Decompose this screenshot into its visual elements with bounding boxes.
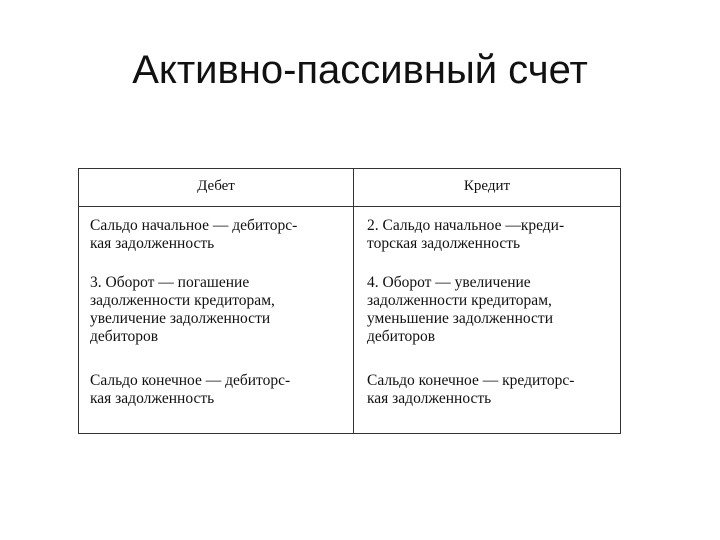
debit-header: Дебет — [197, 178, 235, 194]
credit-header: Кредит — [463, 178, 511, 194]
text-line: 2. Сальдо начальное —креди- — [367, 217, 565, 234]
text-line: уменьшение задолженности — [367, 310, 553, 327]
account-table — [78, 168, 621, 434]
column-divider — [353, 169, 354, 433]
text-line: торская задолженность — [367, 235, 521, 252]
text-line: Сальдо конечное — дебиторс- — [90, 372, 291, 389]
text-line: дебиторов — [367, 328, 436, 345]
text-line: задолженности кредиторам, — [90, 292, 275, 309]
debit-turnover — [90, 274, 348, 346]
table-header-row — [79, 169, 620, 207]
text-line: 4. Оборот — увеличение — [367, 274, 531, 291]
text-line: задолженности кредиторам, — [367, 292, 552, 309]
text-line: Сальдо конечное — кредиторс- — [367, 372, 575, 389]
text-line: 3. Оборот — погашение — [90, 274, 250, 291]
debit-opening-balance — [90, 217, 348, 253]
text-line: увеличение задолженности — [90, 310, 271, 327]
text-line: кая задолженность — [90, 390, 215, 407]
credit-turnover — [367, 274, 617, 346]
credit-closing-balance — [367, 372, 617, 408]
credit-opening-balance — [367, 217, 617, 253]
text-line: дебиторов — [90, 328, 159, 345]
text-line: Сальдо начальное — дебиторс- — [90, 217, 298, 234]
text-line: кая задолженность — [367, 390, 492, 407]
text-line: кая задолженность — [90, 235, 215, 252]
debit-closing-balance — [90, 372, 348, 408]
slide-title: Активно-пассивный счет — [132, 48, 588, 92]
